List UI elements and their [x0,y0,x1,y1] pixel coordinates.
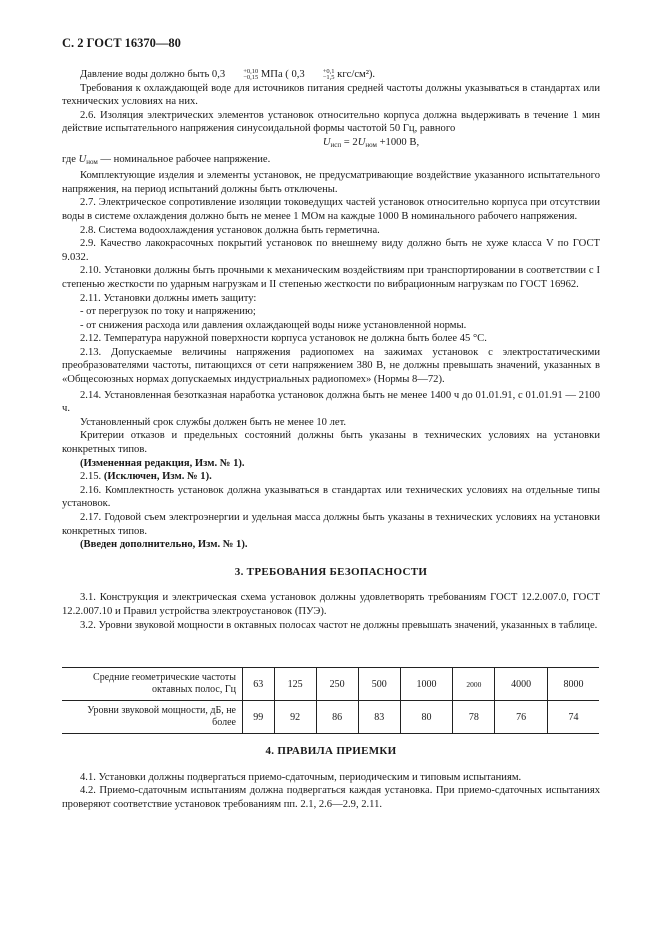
table-cell: 99 [243,701,275,734]
paragraph-2-8: 2.8. Система водоохлаждения установок должна быть герметична. [80,224,380,236]
paragraph-2-14: 2.14. Установленная безотказная наработка установок должна быть не менее 1400 ч до 01.01.91, с 01.01.91 — 2100 ч. [62,389,600,415]
page-header: С. 2 ГОСТ 16370—80 [62,36,181,50]
table-cell: 76 [495,701,548,734]
list-item: - от перегрузок по току и напряжению; [80,306,256,318]
table-cell: 86 [316,701,358,734]
table-cell: 125 [274,668,316,701]
document-body [62,68,600,632]
table-header-cell: Уровни звуковой мощности, дБ, не более [62,701,243,734]
paragraph-2-15: 2.15. (Исключен, Изм. № 1). [80,471,212,483]
table-cell: 4000 [495,668,548,701]
table-cell: 1000 [400,668,453,701]
table-row [62,701,599,734]
paragraph-2-12: 2.12. Температура наружной поверхности корпуса установок не должна быть более 45 °С. [80,333,487,345]
table-cell: 2000 [453,668,495,701]
paragraph-2-10: 2.10. Установки должны быть прочными к механическим воздействиям при транспортировании в соответствии с I степенью жесткости по ударным нагрузкам и II степенью жесткости по вибрационным нагрузкам по ГОСТ 16962. [62,265,600,290]
sound-power-table [62,667,599,734]
paragraph-2-6: 2.6. Изоляция электрических элементов установок относительно корпуса должна выдерживать в течение 1 мин действие испытательного напряжения синусоидальной формы частотой 50 Гц, равного [62,109,600,135]
table-cell: 83 [358,701,400,734]
paragraph-3-1: 3.1. Конструкция и электрическая схема установок должны удовлетворять требованиям ГОСТ 12.2.007.0, ГОСТ 12.2.007.10 и Правил устройства электроустановок (ПУЭ). [62,592,600,617]
paragraph: Критерии отказов и предельных состояний должны быть указаны в технических условиях на установки конкретных типов. [62,430,600,456]
table-cell: 80 [400,701,453,734]
table-cell: 63 [243,668,275,701]
paragraph-4-2: 4.2. Приемо-сдаточным испытаниям должна подвергаться каждая установка. При приемо-сдаточных испытаниях проверяют соответствие установок требованиям пп. 2.1, 2.6—2.9, 2.11. [62,785,600,810]
formula: $U_{исп} = 2U_{ном} +1000$ В, [322,136,420,149]
paragraph-2-16: 2.16. Комплектность установок должна указываться в стандартах или технических условиях на отдельные типы установок. [62,484,600,510]
table-cell: 78 [453,701,495,734]
paragraph-water-pressure: Давление воды должно быть 0,3 +0,10 −0,15 МПа ( 0,3 +0,1 −1,5 кгс/см²). [80,67,376,81]
amendment-note: (Измененная редакция, Изм. № 1). [80,457,245,469]
paragraph: где $U_{ном}$ — номинальное рабочее напряжение. [62,153,271,166]
table-cell: 500 [358,668,400,701]
table-cell: 250 [316,668,358,701]
paragraph: Требования к охлаждающей воде для источников питания средней частоты должны указываться в стандартах или технических условиях на них. [62,82,600,108]
paragraph: Комплектующие изделия и элементы установок, не предусматривающие воздействие указанного испытательного напряжения, на период испытаний должны быть отключены. [62,170,600,195]
list-item: - от снижения расхода или давления охлаждающей воды ниже установленной нормы. [80,319,467,331]
paragraph-4-1: 4.1. Установки должны подвергаться приемо-сдаточным, периодическим и типовым испытаниям. [80,771,522,783]
paragraph-2-11: 2.11. Установки должны иметь защиту: [80,292,257,304]
amendment-note: (Введен дополнительно, Изм. № 1). [80,539,248,551]
table-header-cell: Средние геометрические частоты октавных полос, Гц [62,668,243,701]
document-body-continued [62,745,600,811]
table-cell: 8000 [547,668,599,701]
paragraph-2-17: 2.17. Годовой съем электроэнергии и удельная масса должны быть указаны в технических условиях на установки конкретных типов. [62,512,600,537]
paragraph-2-13: 2.13. Допускаемые величины напряжения радиопомех на зажимах установок с электростатическими преобразователями частоты, питающихся от сети напряжением 380 В, не должны превышать значений, указанных в «Общесоюзных нормах допускаемых индустриальных радиопомех» (Нормы 8—72). [62,346,600,386]
paragraph-3-2: 3.2. Уровни звуковой мощности в октавных полосах частот не должны превышать значений, указанных в таблице. [80,619,598,631]
table-row [62,668,599,701]
table-cell: 92 [274,701,316,734]
section-title-3: 3. ТРЕБОВАНИЯ БЕЗОПАСНОСТИ [234,565,428,578]
section-title-4: 4. ПРАВИЛА ПРИЕМКИ [265,745,397,757]
paragraph: Установленный срок службы должен быть не менее 10 лет. [80,416,347,428]
table-cell: 74 [547,701,599,734]
paragraph-2-9: 2.9. Качество лакокрасочных покрытий установок по внешнему виду должно быть не хуже класса V по ГОСТ 9.032. [62,238,600,263]
paragraph-2-7: 2.7. Электрическое сопротивление изоляции токоведущих частей установок относительно корпуса при отсутствии воды в системе охлаждения должно быть не менее 1 МОм на каждые 1000 В номинального рабочего напряжения. [62,197,600,222]
